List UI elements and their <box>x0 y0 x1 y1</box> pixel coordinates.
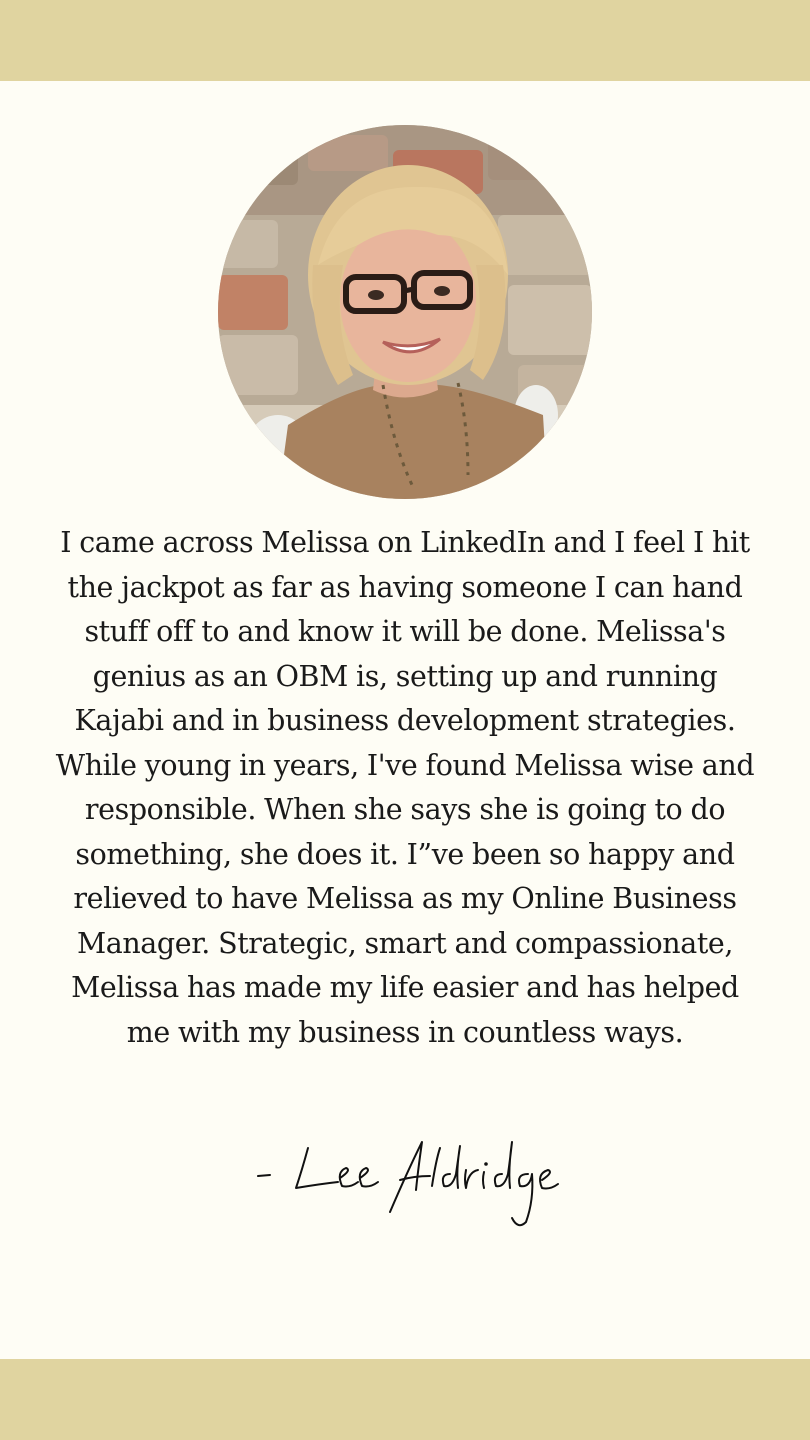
top-banner-band <box>0 0 810 81</box>
bottom-banner-band <box>0 1359 810 1440</box>
signature-image <box>250 1130 570 1240</box>
portrait-photo <box>218 125 592 499</box>
testimonial-quote: I came across Melissa on LinkedIn and I feel I hit the jackpot as far as having someone I can hand stuff off to and know it will be done. Melissa's genius as an OBM is, setting up and running Kajabi and in business development strategies. While young in years, I've found Melissa wise and responsible. When she says she is going to do something, she does it. I”ve been so happy and relieved to have Melissa as my Online Business Manager. Strategic, smart and compassionate, Melissa has made my life easier and has helped me with my business in countless ways. <box>55 526 755 1049</box>
